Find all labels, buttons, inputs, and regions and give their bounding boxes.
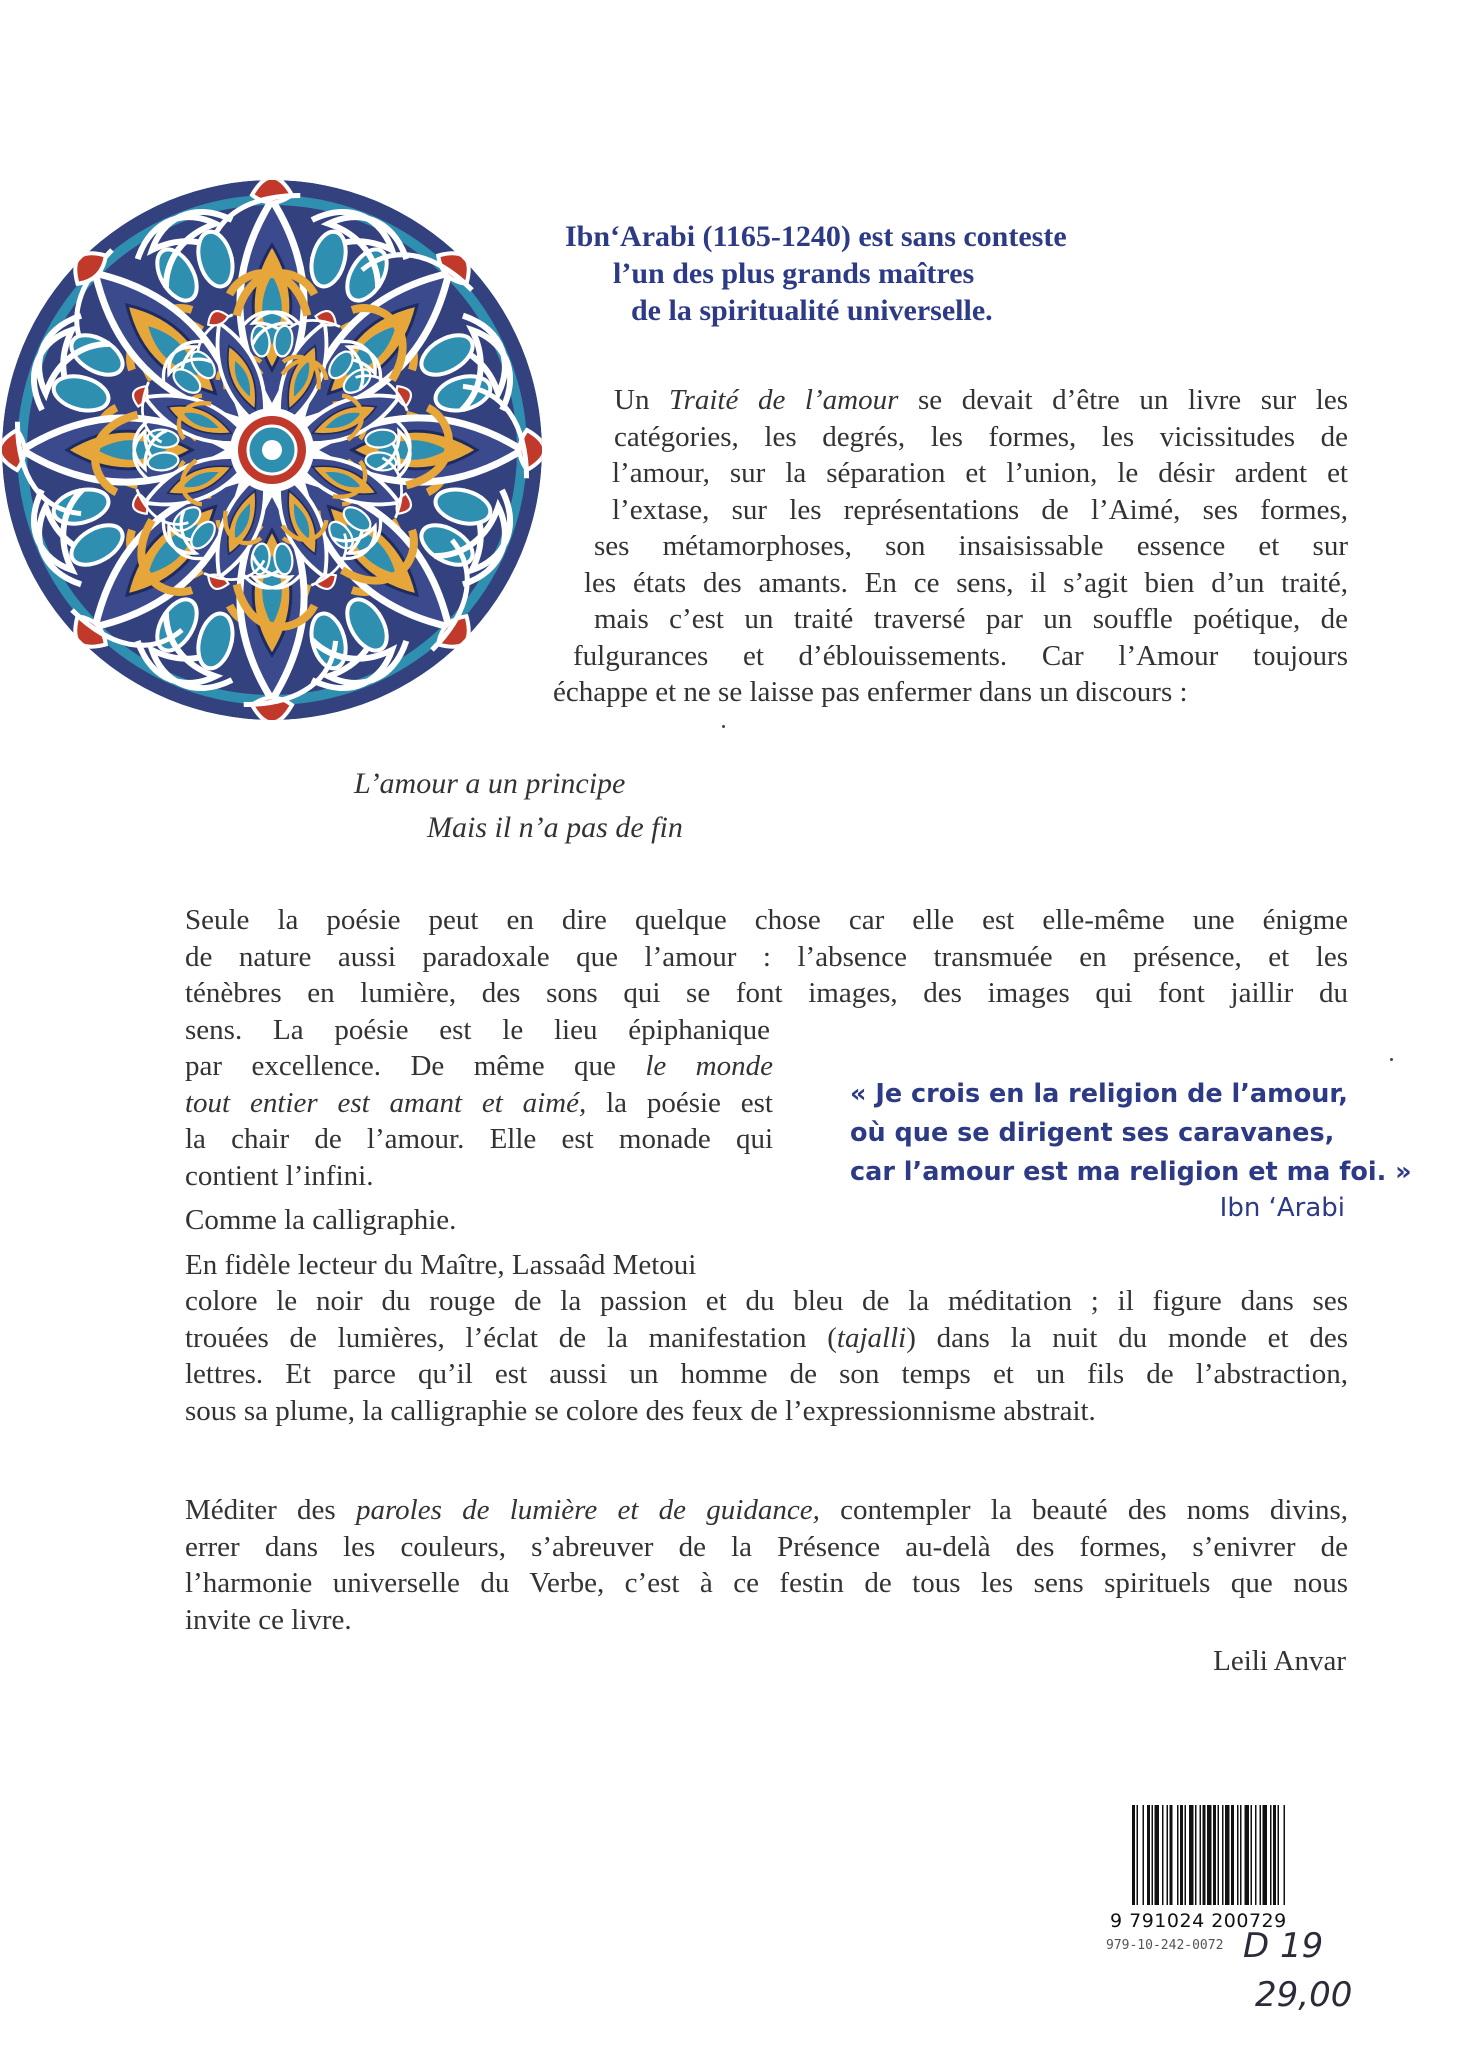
intro-line: l’amour, sur la séparation et l’union, le désir ardent et <box>612 457 1348 489</box>
intro-line: catégories, les degrés, les formes, les vicissitudes de <box>614 420 1348 453</box>
barcode-bar <box>1170 1805 1173 1905</box>
headline-line-1: Ibn‘Arabi (1165-1240) est sans conteste <box>565 220 1067 253</box>
closing-line <box>185 1492 1348 1529</box>
poetry-line: contient l’infini. <box>185 1159 374 1192</box>
handwritten-price: 29,00 <box>1255 1975 1353 2015</box>
author-signature: Leili Anvar <box>1213 1645 1346 1677</box>
barcode-bar <box>1225 1805 1230 1905</box>
barcode-bar <box>1207 1805 1212 1905</box>
poetry-text: ) dans la nuit du monde et des <box>906 1321 1349 1354</box>
barcode-bar <box>1152 1805 1154 1905</box>
barcode-bar <box>1195 1805 1197 1905</box>
barcode-bar <box>1270 1805 1272 1905</box>
barcode-bar <box>1213 1805 1216 1905</box>
barcode-bar <box>1203 1805 1206 1905</box>
closing-italic: paroles de lumière et de guidance, <box>355 1494 820 1526</box>
intro-text: Un <box>614 384 670 416</box>
poetry-italic: tajalli <box>836 1321 907 1354</box>
poetry-line: En fidèle lecteur du Maître, Lassaâd Metoui <box>185 1248 697 1281</box>
intro-line: échappe et ne se laisse pas enfermer dans un discours : <box>553 676 1188 708</box>
intro-paragraph <box>0 382 1348 711</box>
barcode-bar <box>1155 1805 1160 1905</box>
quote-author: Ibn ‘Arabi <box>1219 1193 1345 1223</box>
intro-line <box>614 382 1348 419</box>
barcode-bar <box>1260 1805 1262 1905</box>
poetry-text: la poésie est <box>586 1086 773 1119</box>
closing-line: errer dans les couleurs, s’abreuver de la Présence au-delà des formes, s’enivrer de <box>185 1530 1348 1563</box>
barcode-bar <box>1255 1805 1257 1905</box>
barcode-bar <box>1180 1805 1183 1905</box>
poetry-line <box>185 1048 773 1085</box>
closing-paragraph <box>185 1492 1348 1638</box>
poetry-text: trouées de lumières, l’éclat de la manifestation ( <box>185 1321 837 1354</box>
poetry-line: la chair de l’amour. Elle est monade qui <box>185 1123 773 1155</box>
closing-text: Méditer des <box>185 1494 356 1526</box>
poetry-italic: le monde <box>645 1050 774 1082</box>
barcode-bar <box>1245 1805 1250 1905</box>
poetry-italic: tout entier est amant et aimé, <box>185 1086 587 1119</box>
speck <box>1390 1058 1393 1061</box>
calligraphy-line: Comme la calligraphie. <box>185 1204 457 1236</box>
intro-line: les états des amants. En ce sens, il s’agit bien d’un traité, <box>584 566 1348 599</box>
poetry-line: sous sa plume, la calligraphie se colore des feux de l’expressionnisme abstrait. <box>185 1394 1096 1427</box>
poetry-line <box>185 1320 1348 1357</box>
intro-line: l’extase, sur les représentations de l’Aimé, ses formes, <box>612 493 1348 526</box>
barcode-bar <box>1222 1805 1224 1905</box>
barcode-bar <box>1185 1805 1187 1905</box>
handwritten-code: D 19 <box>1243 1926 1324 1966</box>
intro-line: mais c’est un traité traversé par un souffle poétique, de <box>594 603 1348 635</box>
verse-line-2: Mais il n’a pas de fin <box>427 811 683 844</box>
barcode-digits: 9 791024 200729 <box>1110 1910 1287 1932</box>
closing-text: contempler la beauté des noms divins, <box>819 1494 1349 1526</box>
barcode-bar <box>1143 1805 1145 1905</box>
pull-quote <box>850 1075 1412 1192</box>
quote-line: où que se dirigent ses caravanes, <box>850 1118 1335 1148</box>
intro-line: ses métamorphoses, son insaisissable essence et sur <box>594 530 1348 562</box>
barcode-bar <box>1189 1805 1194 1905</box>
barcode-bar <box>1147 1805 1150 1905</box>
barcode-bar <box>1278 1805 1280 1905</box>
barcode-bar <box>1284 1805 1286 1905</box>
headline-line-2: l’un des plus grands maîtres <box>613 257 975 290</box>
intro-line: fulgurances et d’éblouissements. Car l’Amour toujours <box>573 639 1348 672</box>
headline <box>565 218 1265 329</box>
barcode-bar <box>1231 1805 1234 1905</box>
poetry-line: ténèbres en lumière, des sons qui se font images, des images qui font jaillir du <box>185 977 1348 1009</box>
speck <box>722 725 725 728</box>
headline-line-3: de la spiritualité universelle. <box>631 294 993 327</box>
poetry-line: de nature aussi paradoxale que l’amour : l’absence transmuée en présence, et les <box>185 940 1348 973</box>
isbn-number: 979-10-242-0072 <box>1106 1938 1224 1953</box>
barcode-bar <box>1237 1805 1239 1905</box>
poetry-line: lettres. Et parce qu’il est aussi un homme de son temps et un fils de l’abstraction, <box>185 1358 1348 1390</box>
quote-line: « Je crois en la religion de l’amour, <box>850 1079 1348 1109</box>
poetry-line <box>185 1085 773 1122</box>
poetry-line: Seule la poésie peut en dire quelque chose car elle est elle-même une énigme <box>185 904 1348 936</box>
barcode-bar <box>1218 1805 1220 1905</box>
barcode-bar <box>1263 1805 1268 1905</box>
barcode-bar <box>1251 1805 1253 1905</box>
barcode-bar <box>1167 1805 1169 1905</box>
barcode-bar <box>1200 1805 1202 1905</box>
barcode-bar <box>1240 1805 1242 1905</box>
quote-line: car l’amour est ma religion et ma foi. » <box>850 1157 1412 1187</box>
poetry-line: colore le noir du rouge de la passion et du bleu de la méditation ; il figure dans ses <box>185 1285 1348 1317</box>
barcode-bar <box>1162 1805 1164 1905</box>
book-title-italic: Traité de l’amour <box>669 384 899 416</box>
poetry-line: sens. La poésie est le lieu épiphanique <box>185 1013 770 1046</box>
barcode-bar <box>1137 1805 1139 1905</box>
barcode-bar <box>1132 1805 1135 1905</box>
poetry-text: par excellence. De même que <box>185 1050 646 1082</box>
barcode-bar <box>1177 1805 1179 1905</box>
closing-line: l’harmonie universelle du Verbe, c’est à ce festin de tous les sens spirituels que nous <box>185 1567 1348 1599</box>
closing-line: invite ce livre. <box>185 1603 352 1636</box>
barcode-bar <box>1273 1805 1276 1905</box>
intro-text: se devait d’être un livre sur les <box>898 384 1348 416</box>
verse-line-1: L’amour a un principe <box>354 767 626 800</box>
